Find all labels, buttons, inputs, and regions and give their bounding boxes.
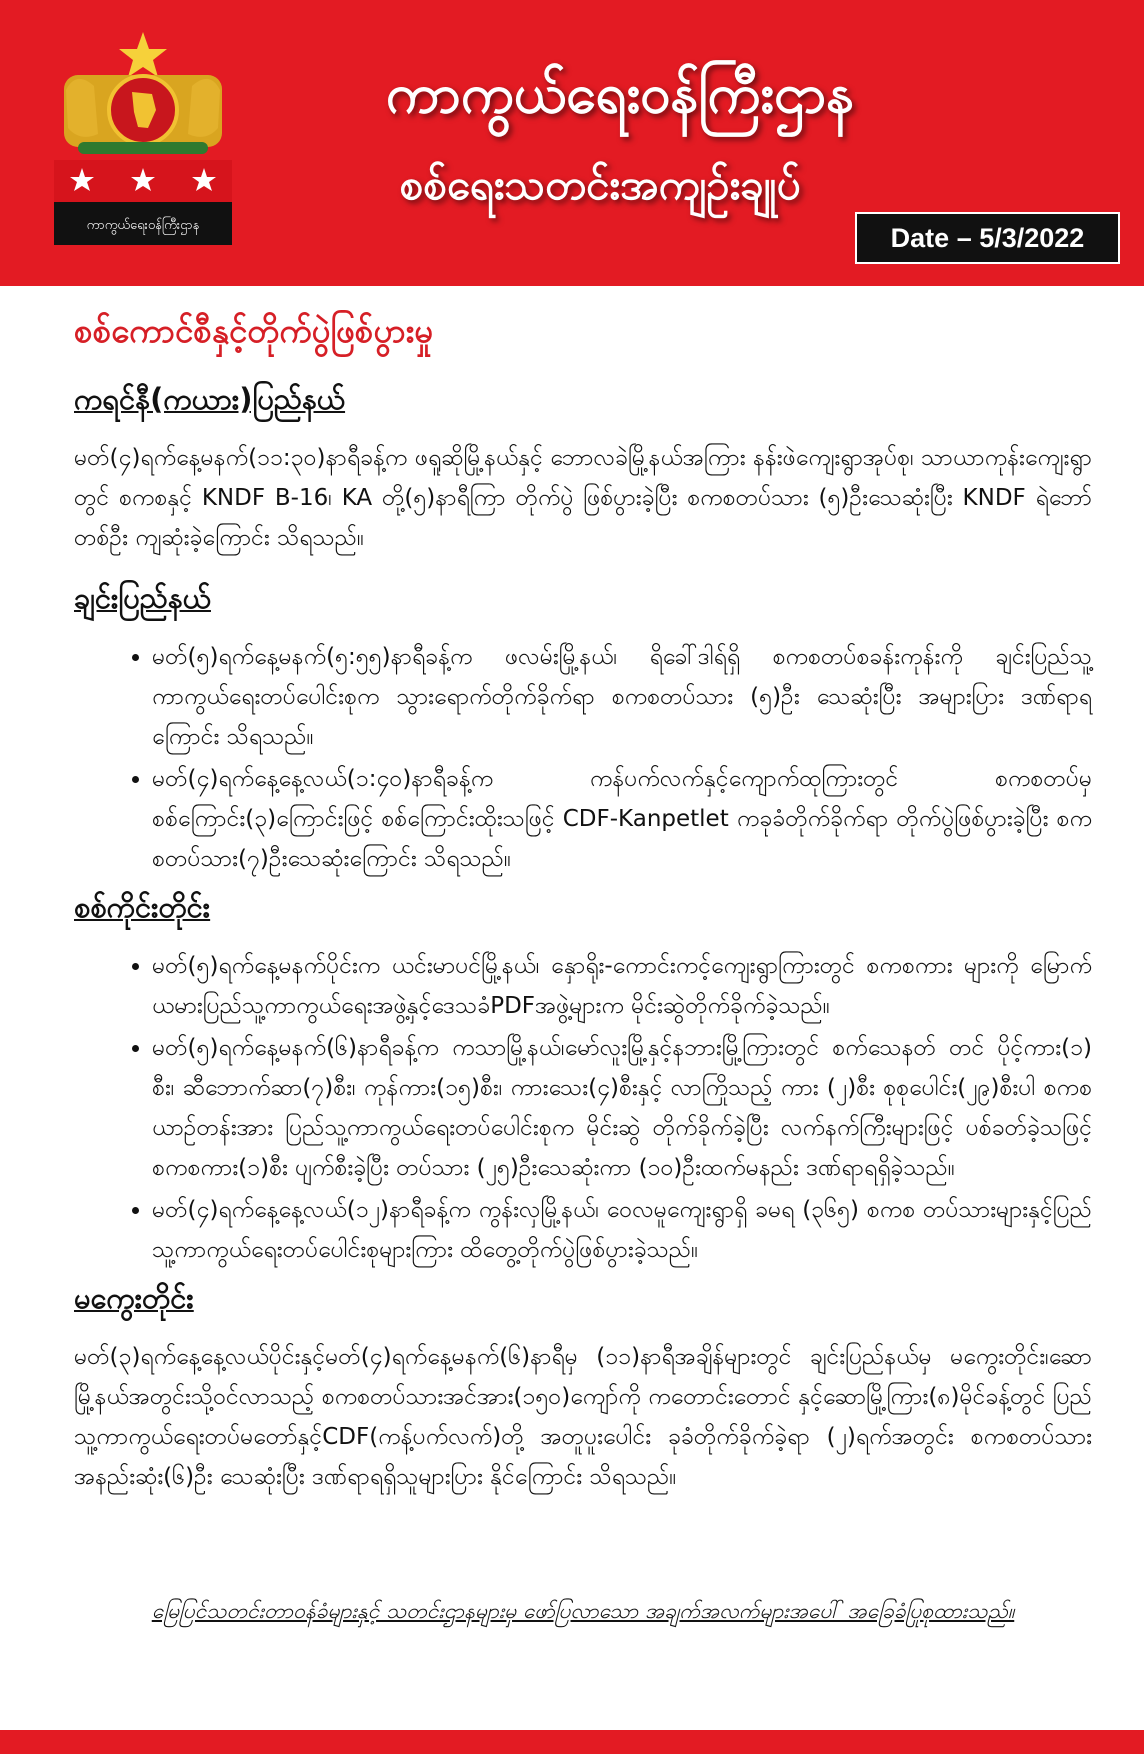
- list-item: • မတ်(၄)ရက်နေ့နေ့လယ်(၁:၄၀)နာရီခန့်က ကန်ပက်လက်နှင့်ကျောက်ထုကြားတွင် စကစတပ်မှ စစ်ကြောင်း(၃)ကြောင်းဖြင့် စစ်ကြောင်းထိုးသဖြင့် CDF-Kanpetlet ကခုခံတိုက်ခိုက်ရာ တိုက်ပွဲဖြစ်ပွားခဲ့ပြီး စကစတပ်သား(၇)ဦးသေဆုံးကြောင်း သိရသည်။: [152, 759, 1092, 879]
- paragraph-magway: မတ်(၃)ရက်နေ့နေ့လယ်ပိုင်းနှင့်မတ်(၄)ရက်နေ့မနက်(၆)နာရီမှ (၁၁)နာရီအချိန်များတွင် ချင်းပြည်နယ်မှ မကွေးတိုင်း၊ဆောမြို့နယ်အတွင်းသို့ဝင်လာသည့် စကစတပ်သားအင်အား(၁၅၀)ကျော်ကို ကတောင်းတောင် နှင့်ဆောမြို့ကြား(၈)မိုင်ခန့်တွင် ပြည်သူ့ကာကွယ်ရေးတပ်မတော်နှင့်CDF(ကန့်ပက်လက်)တို့ အတူပူးပေါင်း ခုခံတိုက်ခိုက်ခဲ့ရာ (၂)ရက်အတွင်း စကစတပ်သားအနည်းဆုံး(၆)ဦး သေဆုံးပြီး ဒဏ်ရာရရှိသူများပြား နိုင်ကြောင်း သိရသည်။: [74, 1344, 1092, 1490]
- report-body: [74, 300, 1092, 1519]
- list-item: • မတ်(၅)ရက်နေ့မနက်ပိုင်းက ယင်းမာပင်မြို့နယ်၊ နှောရိုး-ကောင်းကင့်ကျေးရွာကြားတွင် စကစကား များကို မြောက်ယမားပြည်သူ့ကာကွယ်ရေးအဖွဲ့နှင့်ဒေသခံPDFအဖွဲ့များက မိုင်းဆွဲတိုက်ခိုက်ခဲ့သည်။: [152, 946, 1092, 1026]
- region-heading-karenni: ကရင်နီ(ကယား)ပြည်နယ်: [74, 382, 346, 416]
- list-item: • မတ်(၅)ရက်နေ့မနက်(၅:၅၅)နာရီခန့်က ဖလမ်းမြို့နယ်၊ ရိခေါ်ဒါရ်ရှိ စကစတပ်စခန်းကုန်းကို ချင်းပြည်သူ့ကာကွယ်ရေးတပ်ပေါင်းစုက သွားရောက်တိုက်ခိုက်ရာ စကစတပ်သား (၅)ဦး သေဆုံးပြီး အများပြား ဒဏ်ရာရကြောင်း သိရသည်။: [152, 637, 1092, 757]
- region-heading-chin: ချင်းပြည်နယ်: [74, 581, 211, 615]
- star-icon: [119, 32, 167, 77]
- date-badge: Date – 5/3/2022: [855, 212, 1120, 264]
- emblem-label: ကာကွယ်ရေးဝန်ကြီးဌာန: [86, 218, 200, 233]
- list-item: • မတ်(၄)ရက်နေ့နေ့လယ်(၁၂)နာရီခန့်က ကွန်းလှမြို့နယ်၊ ဝေလမူကျေးရွာရှိ ခမရ (၃၆၅) စကစ တပ်သားများနှင့်ပြည်သူ့ကာကွယ်ရေးတပ်ပေါင်းစုများကြား ထိတွေ့တိုက်ပွဲဖြစ်ပွားခဲ့သည်။: [152, 1190, 1092, 1270]
- header-banner: [0, 0, 1144, 286]
- region-heading-magway: မကွေးတိုင်း: [74, 1281, 194, 1315]
- bottom-bar: [0, 1730, 1144, 1754]
- document-subtitle: စစ်ရေးသတင်းအကျဉ်းချုပ်: [399, 160, 801, 209]
- main-heading: စစ်ကောင်စီနှင့်တိုက်ပွဲဖြစ်ပွားမှု: [74, 311, 433, 350]
- paragraph-karenni: မတ်(၄)ရက်နေ့မနက်(၁၁:၃၀)နာရီခန့်က ဖရူဆိုမြို့နယ်နှင့် ဘောလခဲမြို့နယ်အကြား နန်းဖဲကျေးရွာအုပ်စု၊ သာယာကုန်းကျေးရွာတွင် စကစနှင့် KNDF B-16၊ KA တို့(၅)နာရီကြာ တိုက်ပွဲ ဖြစ်ပွားခဲ့ပြီး စကစတပ်သား (၅)ဦးသေဆုံးပြီး KNDF ရဲဘော်တစ်ဦး ကျဆုံးခဲ့ကြောင်း သိရသည်။: [74, 445, 1092, 551]
- bullet-list-chin: [74, 637, 1092, 879]
- ministry-emblem: [54, 30, 232, 245]
- bullet-list-sagaing: [74, 946, 1092, 1270]
- source-footnote: မြေပြင်သတင်းတာဝန်ခံများနှင့် သတင်းဌာနများမှ ဖော်ပြလာသော အချက်အလက်များအပေါ် အခြေခံပြုစုထားသည်။: [151, 1599, 1015, 1623]
- ministry-title: ကာကွယ်ရေးဝန်ကြီးဌာန: [385, 62, 855, 125]
- region-heading-sagaing: စစ်ကိုင်းတိုင်း: [74, 890, 211, 924]
- list-item: • မတ်(၅)ရက်နေ့မနက်(၆)နာရီခန့်က ကသာမြို့နယ်၊မော်လူးမြို့နှင့်နဘားမြို့ကြားတွင် စက်သေနတ် တင် ပိုင့်ကား(၁) စီး၊ ဆီဘောက်ဆာ(၇)စီး၊ ကုန်ကား(၁၅)စီး၊ ကားသေး(၄)စီးနှင့် လာကြိုသည့် ကား (၂)စီး စုစုပေါင်း(၂၉)စီးပါ စကစယာဉ်တန်းအား ပြည်သူ့ကာကွယ်ရေးတပ်ပေါင်းစုက မိုင်းဆွဲ တိုက်ခိုက်ခဲ့ပြီး လက်နက်ကြီးများဖြင့် ပစ်ခတ်ခဲ့သဖြင့် စကစကား(၁)စီး ပျက်စီးခဲ့ပြီး တပ်သား (၂၅)ဦးသေဆုံးကာ (၁၀)ဦးထက်မနည်း ဒဏ်ရာရရှိခဲ့သည်။: [152, 1028, 1092, 1188]
